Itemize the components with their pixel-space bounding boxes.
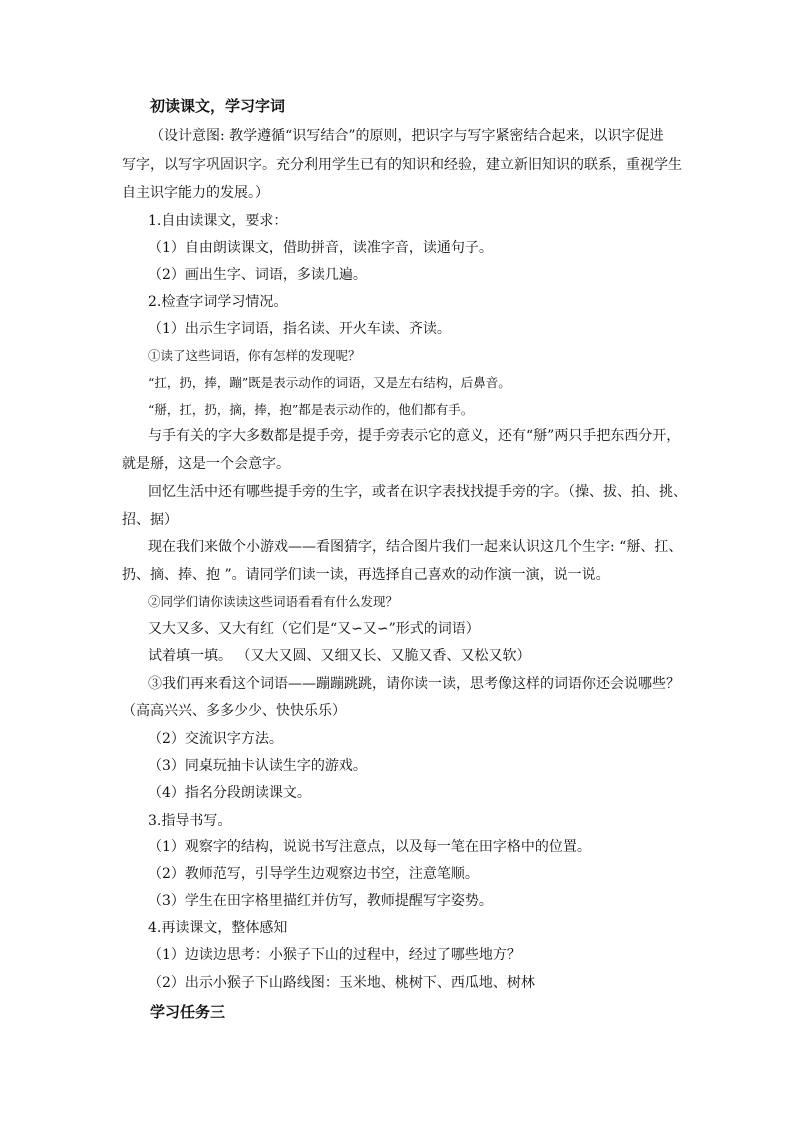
- step-2-title: 2.检查字词学习情况。: [148, 294, 288, 310]
- step-2-item-1: （1）出示生字词语，指名读、开火车读、齐读。: [148, 321, 451, 337]
- fill-in-line: 试着填一填。 （又大又圆、又细又长、又脆又香、又松又软）: [148, 648, 531, 664]
- section-heading: 初读课文，学习字词: [150, 97, 286, 115]
- pattern-words: 又大又多、又大有红（它们是“又∽又∽”形式的词语）: [148, 621, 480, 637]
- recall-line-1: 回忆生活中还有哪些提手旁的生字，或者在识字表找找提手旁的字。（操、拔、拍、挑、: [148, 484, 687, 500]
- step-3-item-2: （2）教师范写，引导学生边观察边书空，注意笔顺。: [148, 866, 479, 882]
- discovery-answer-2: “掰，扛，扔，摘，捧，抱”都是表示动作的，他们都有手。: [148, 402, 474, 417]
- game-line-1: 现在我们来做个小游戏——看图猜字，结合图片我们一起来认识这几个生字: “掰、扛、: [148, 539, 683, 555]
- design-intent-line-1: （设计意图: 教学遵循“识写结合”的原则，把识字与写字紧密结合起来，以识字促进: [150, 128, 664, 144]
- game-line-2: 扔、摘、捧、抱 ”。请同学们读一读，再选择自己喜欢的动作演一演，说一说。: [122, 567, 610, 583]
- step-1-title: 1.自由读课文，要求：: [148, 213, 288, 229]
- design-intent-line-2: 写字，以写字巩固识字。充分利用学生已有的知识和经验，建立新旧知识的联系，重视学生: [122, 157, 682, 173]
- hand-radical-line-2: 就是掰，这是一个会意字。: [122, 456, 290, 472]
- design-intent-line-3: 自主识字能力的发展。）: [122, 185, 269, 201]
- step-2-item-2: （2）交流识字方法。: [148, 731, 283, 747]
- recall-line-2: 招、据）: [122, 512, 178, 528]
- step-2-item-3: （3）同桌玩抽卡认读生字的游戏。: [148, 758, 367, 774]
- reduplication-line-1: ③我们再来看这个词语——蹦蹦跳跳，请你读一读，思考像这样的词语你还会说哪些？: [148, 676, 680, 692]
- step-4-title: 4.再读课文，整体感知: [148, 920, 288, 936]
- reduplication-line-2: （高高兴兴、多多少少、快快乐乐）: [122, 703, 346, 719]
- hand-radical-line-1: 与手有关的字大多数都是提手旁，提手旁表示它的意义，还有“掰”两只手把东西分开，: [148, 428, 681, 444]
- step-2-item-4: （4）指名分段朗读课文。: [148, 785, 311, 801]
- step-3-title: 3.指导书写。: [148, 813, 232, 829]
- step-1-item-1: （1）自由朗读课文，借助拼音，读准字音，读通句子。: [148, 240, 493, 256]
- discovery-question-2: ②同学们请你读读这些词语看看有什么发现？: [148, 594, 399, 609]
- discovery-question-1: ①读了这些词语，你有怎样的发现呢？: [148, 348, 361, 363]
- step-3-item-3: （3）学生在田字格里描红并仿写，教师提醒写字姿势。: [148, 893, 493, 909]
- step-4-item-1: （1）边读边思考：小猴子下山的过程中，经过了哪些地方？: [148, 947, 521, 963]
- step-4-item-2: （2）出示小猴子下山路线图：玉米地、桃树下、西瓜地、树林: [148, 975, 535, 991]
- task-three-heading: 学习任务三: [150, 1003, 226, 1021]
- discovery-answer-1: “扛，扔，捧，蹦”既是表示动作的词语，又是左右结构，后鼻音。: [148, 375, 511, 390]
- step-1-item-2: （2）画出生字、词语，多读几遍。: [148, 267, 367, 283]
- step-3-item-1: （1）观察字的结构，说说书写注意点，以及每一笔在田字格中的位置。: [148, 839, 591, 855]
